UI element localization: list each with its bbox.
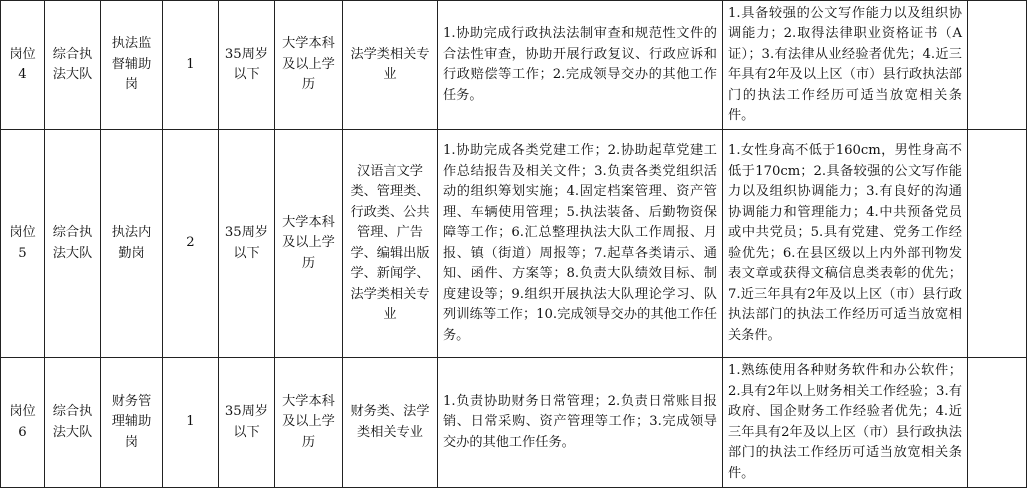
requirements-cell: 1.女性身高不低于160cm，男性身高不低于170cm；2.具备较强的公文写作能力以及组织协调能力；3.有良好的沟通协调能力和管理能力；4.中共预备党员或中共党员；5.具有党建、党务工作经验优先；6.在县区级以上内外部刊物发表文章或获得文稿信息类表彰的优先；7.近三年具有2年及以上区（市）县行政执法部门的执法工作经历可适当放宽相关条件。 <box>723 130 968 358</box>
duties-cell: 1.负责协助财务日常管理；2.负责日常账目报销、日常采购、资产管理等工作；3.完成领导交办的其他工作任务。 <box>438 358 723 488</box>
table-row <box>1 1 1027 130</box>
major-cell: 汉语言文学类、管理类、行政类、公共管理、广告学、编辑出版学、新闻学、法学类相关专业 <box>343 130 438 358</box>
age-limit-cell: 35周岁以下 <box>219 358 275 488</box>
unit-cell: 综合执法大队 <box>45 1 101 130</box>
duties-cell: 1.协助完成各类党建工作；2.协助起草党建工作总结报告及相关文件；3.负责各类党组织活动的组织筹划实施；4.固定档案管理、资产管理、车辆使用管理；5.执法装备、后勤物资保障等工作；6.汇总整理执法大队工作周报、月报、镇（街道）周报等；7.起草各类请示、通知、函件、方案等；8.负责大队绩效目标、制度建设等；9.组织开展执法大队理论学习、队列训练等工作；10.完成领导交办的其他工作任务。 <box>438 130 723 358</box>
major-cell: 财务类、法学类相关专业 <box>343 358 438 488</box>
job-title-cell: 财务管理辅助岗 <box>101 358 163 488</box>
age-limit-cell: 35周岁以下 <box>219 1 275 130</box>
table-row <box>1 130 1027 358</box>
headcount-cell: 1 <box>163 1 219 130</box>
post-id-cell: 岗位4 <box>1 1 45 130</box>
education-cell: 大学本科及以上学历 <box>275 130 343 358</box>
education-cell: 大学本科及以上学历 <box>275 358 343 488</box>
job-title-cell: 执法监督辅助岗 <box>101 1 163 130</box>
remark-cell <box>968 130 1027 358</box>
post-id-cell: 岗位5 <box>1 130 45 358</box>
headcount-cell: 1 <box>163 358 219 488</box>
age-limit-cell: 35周岁以下 <box>219 130 275 358</box>
duties-cell: 1.协助完成行政执法法制审查和规范性文件的合法性审查，协助开展行政复议、行政应诉和行政赔偿等工作；2.完成领导交办的其他工作任务。 <box>438 1 723 130</box>
job-title-cell: 执法内勤岗 <box>101 130 163 358</box>
major-cell: 法学类相关专业 <box>343 1 438 130</box>
remark-cell <box>968 358 1027 488</box>
education-cell: 大学本科及以上学历 <box>275 1 343 130</box>
post-id-cell: 岗位6 <box>1 358 45 488</box>
table-row <box>1 358 1027 488</box>
remark-cell <box>968 1 1027 130</box>
requirements-cell: 1.具备较强的公文写作能力以及组织协调能力；2.取得法律职业资格证书（A证）；3.有法律从业经验者优先；4.近三年具有2年及以上区（市）县行政执法部门的执法工作经历可适当放宽相关条件。 <box>723 1 968 130</box>
headcount-cell: 2 <box>163 130 219 358</box>
unit-cell: 综合执法大队 <box>45 358 101 488</box>
unit-cell: 综合执法大队 <box>45 130 101 358</box>
requirements-cell: 1.熟练使用各种财务软件和办公软件；2.具有2年以上财务相关工作经验；3.有政府、国企财务工作经验者优先；4.近三年具有2年及以上区（市）县行政执法部门的执法工作经历可适当放宽相关条件。 <box>723 358 968 488</box>
